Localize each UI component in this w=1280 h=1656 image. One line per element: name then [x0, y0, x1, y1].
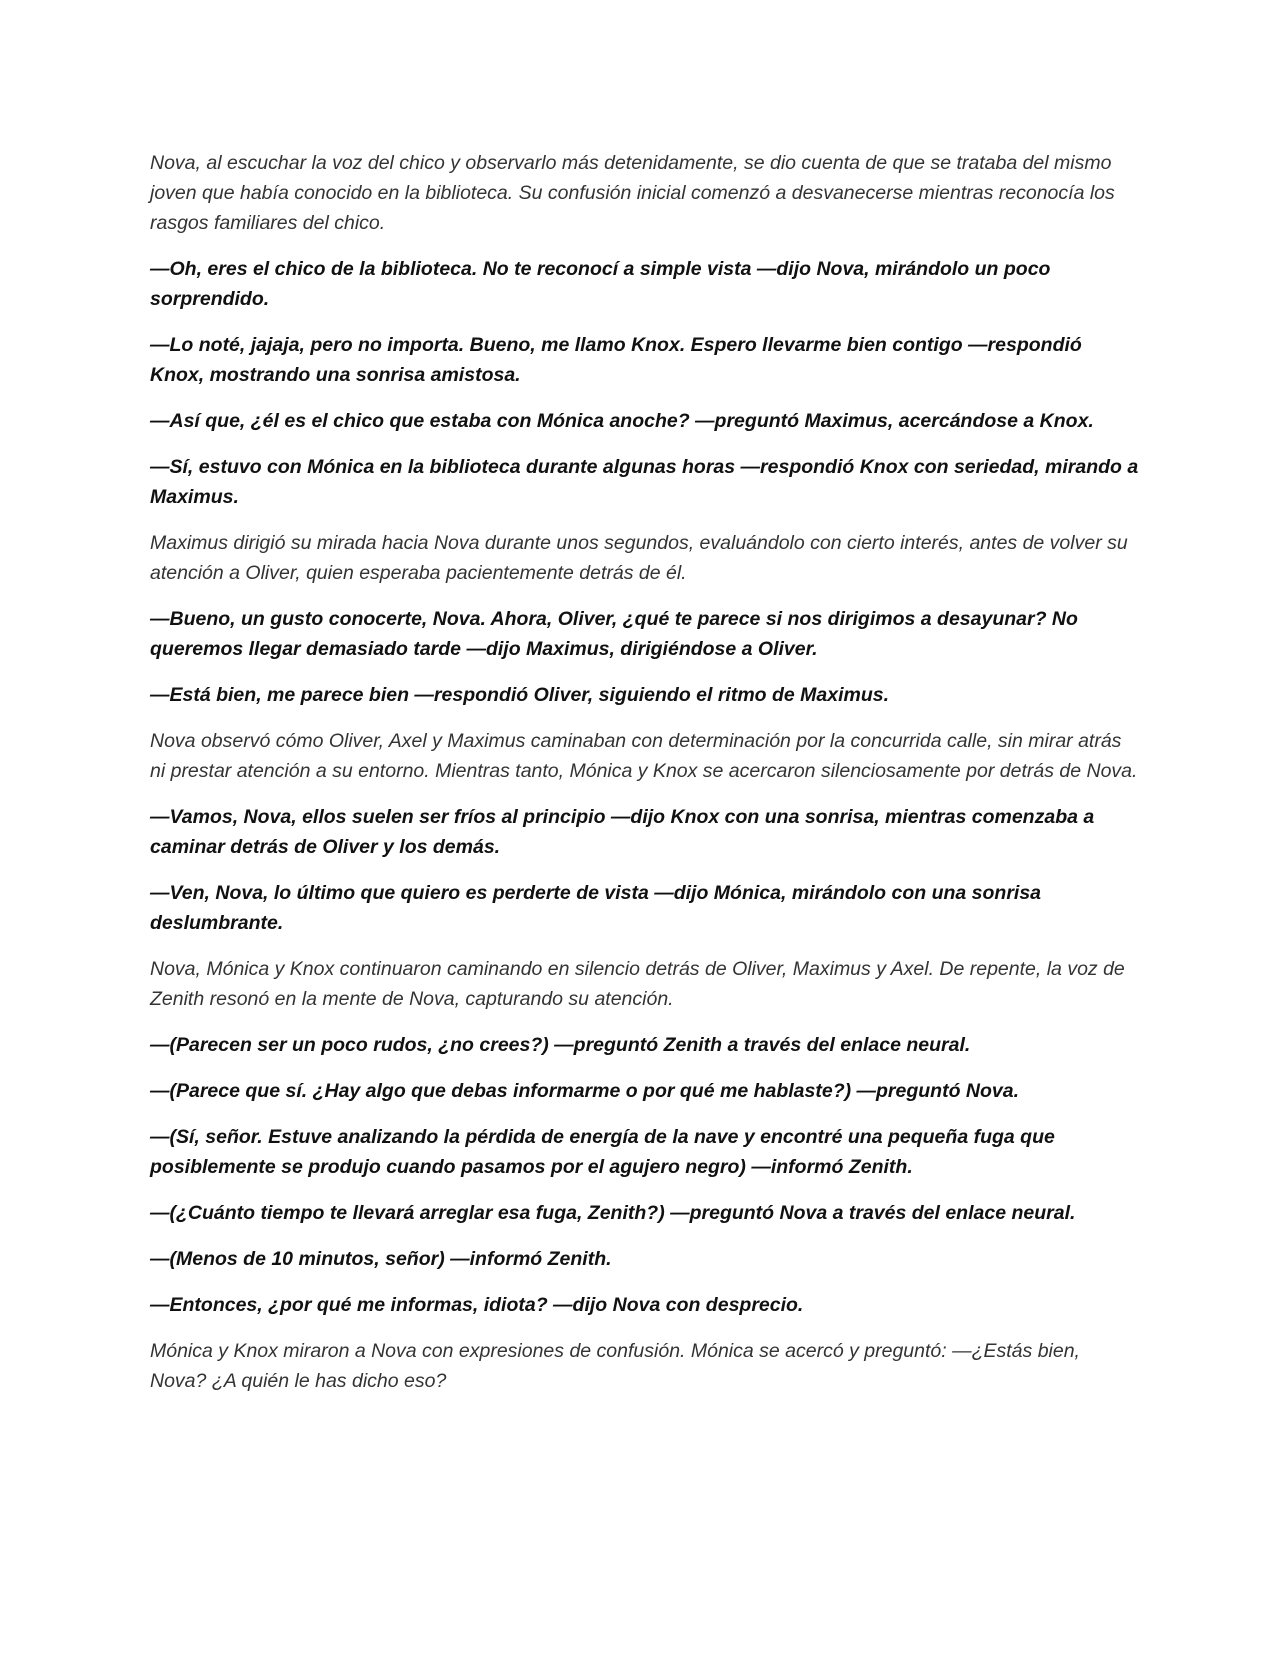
narration-paragraph: Maximus dirigió su mirada hacia Nova durante unos segundos, evaluándolo con cierto interés, antes de volver su atención a Oliver, quien esperaba pacientemente detrás de él. — [150, 532, 1128, 584]
dialogue-paragraph: —Oh, eres el chico de la biblioteca. No te reconocí a simple vista —dijo Nova, mirándolo un poco sorprendido. — [150, 258, 1051, 310]
dialogue-paragraph: —Está bien, me parece bien —respondió Oliver, siguiendo el ritmo de Maximus. — [150, 684, 890, 706]
narration-paragraph: Nova, al escuchar la voz del chico y observarlo más detenidamente, se dio cuenta de que se trataba del mismo joven que había conocido en la biblioteca. Su confusión inicial comenzó a desvanecerse mientras reconocía los rasgos familiares del chico. — [150, 152, 1115, 234]
narration-paragraph: Nova, Mónica y Knox continuaron caminando en silencio detrás de Oliver, Maximus y Axel. De repente, la voz de Zenith resonó en la mente de Nova, capturando su atención. — [150, 958, 1125, 1010]
dialogue-paragraph: —Bueno, un gusto conocerte, Nova. Ahora, Oliver, ¿qué te parece si nos dirigimos a desayunar? No queremos llegar demasiado tarde —dijo Maximus, dirigiéndose a Oliver. — [150, 608, 1078, 660]
dialogue-paragraph: —Ven, Nova, lo último que quiero es perderte de vista —dijo Mónica, mirándolo con una sonrisa deslumbrante. — [150, 882, 1042, 934]
narration-paragraph: Mónica y Knox miraron a Nova con expresiones de confusión. Mónica se acercó y preguntó: —¿Estás bien, Nova? ¿A quién le has dicho eso? — [150, 1340, 1080, 1392]
dialogue-paragraph: —Así que, ¿él es el chico que estaba con Mónica anoche? —preguntó Maximus, acercándose a Knox. — [150, 410, 1094, 432]
dialogue-paragraph: —Vamos, Nova, ellos suelen ser fríos al principio —dijo Knox con una sonrisa, mientras comenzaba a caminar detrás de Oliver y los demás. — [150, 806, 1095, 858]
dialogue-paragraph: —(Parece que sí. ¿Hay algo que debas informarme o por qué me hablaste?) —preguntó Nova. — [150, 1080, 1020, 1102]
dialogue-paragraph: —Lo noté, jajaja, pero no importa. Bueno, me llamo Knox. Espero llevarme bien contigo —respondió Knox, mostrando una sonrisa amistosa. — [150, 334, 1082, 386]
dialogue-paragraph: —(Sí, señor. Estuve analizando la pérdida de energía de la nave y encontré una pequeña fuga que posiblemente se produjo cuando pasamos por el agujero negro) —informó Zenith. — [150, 1126, 1055, 1178]
dialogue-paragraph: —(Menos de 10 minutos, señor) —informó Zenith. — [150, 1248, 612, 1270]
dialogue-paragraph: —Entonces, ¿por qué me informas, idiota? —dijo Nova con desprecio. — [150, 1294, 804, 1316]
narration-paragraph: Nova observó cómo Oliver, Axel y Maximus caminaban con determinación por la concurrida calle, sin mirar atrás ni prestar atención a su entorno. Mientras tanto, Mónica y Knox se acercaron silenciosamente por detrás de Nova. — [150, 730, 1138, 782]
dialogue-paragraph: —(Parecen ser un poco rudos, ¿no crees?) —preguntó Zenith a través del enlace neural. — [150, 1034, 971, 1056]
dialogue-paragraph: —(¿Cuánto tiempo te llevará arreglar esa fuga, Zenith?) —preguntó Nova a través del enlace neural. — [150, 1202, 1076, 1224]
document-page — [150, 148, 1140, 1412]
dialogue-paragraph: —Sí, estuvo con Mónica en la biblioteca durante algunas horas —respondió Knox con seriedad, mirando a Maximus. — [150, 456, 1139, 508]
